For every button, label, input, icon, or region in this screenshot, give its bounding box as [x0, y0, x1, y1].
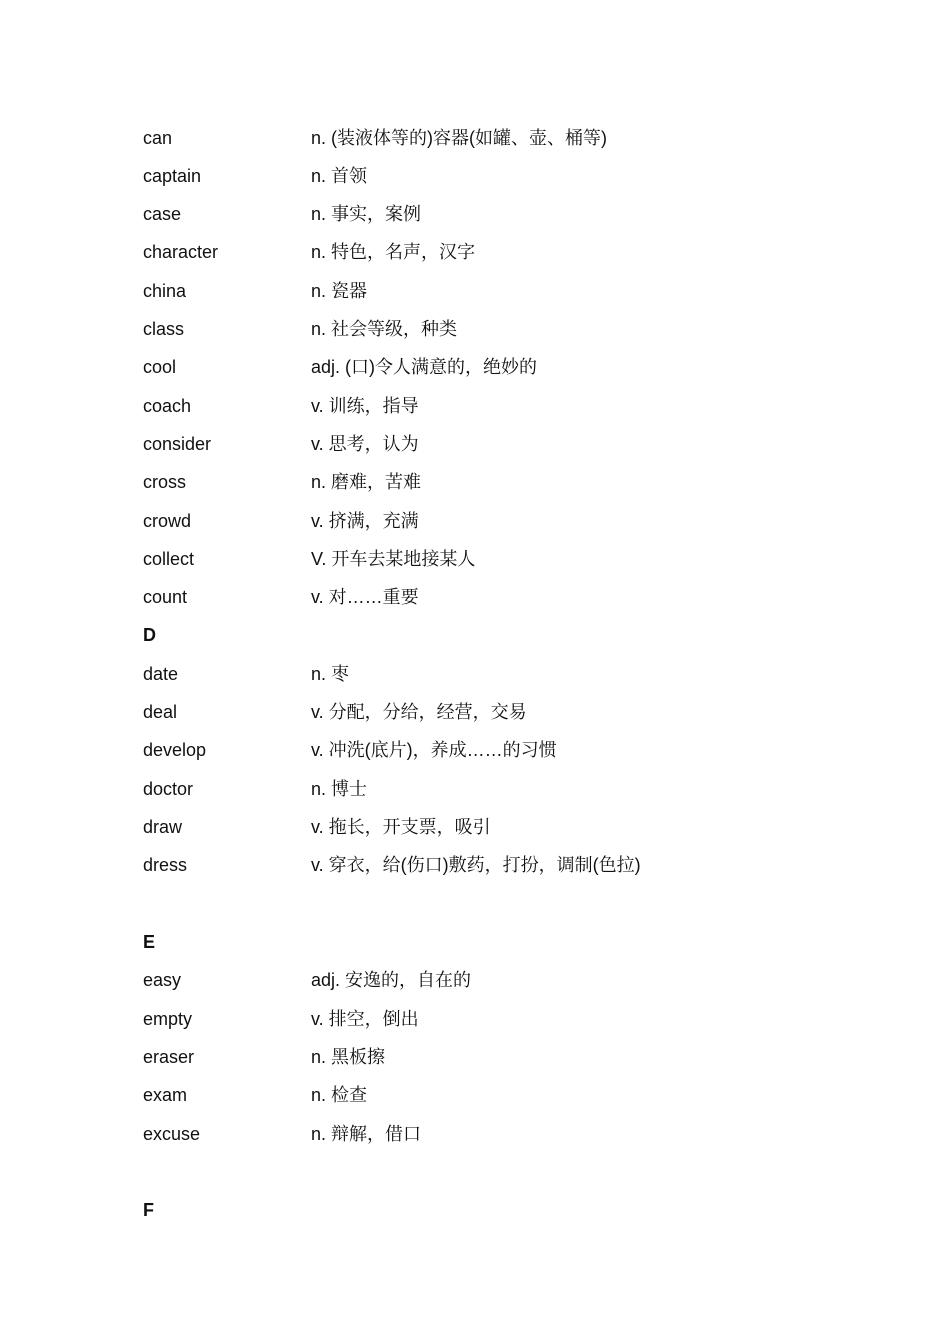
- entry-definition: n. 磨难，苦难: [311, 472, 422, 492]
- entry-word: can: [143, 128, 173, 148]
- entry-definition: v. 冲洗(底片)，养成……的习惯: [311, 740, 557, 760]
- entry-word: deal: [143, 702, 178, 722]
- entry-definition: n. 瓷器: [311, 281, 368, 301]
- entry-definition: n. 首领: [311, 166, 368, 186]
- entry-word: crowd: [143, 511, 192, 531]
- entry-word: count: [143, 587, 188, 607]
- entry-word: excuse: [143, 1124, 201, 1144]
- entry-definition: n. 黑板擦: [311, 1047, 386, 1067]
- entry-definition: n. 特色，名声，汉字: [311, 242, 476, 262]
- entry-word: case: [143, 204, 182, 224]
- entry-definition: v. 穿衣，给(伤口)敷药，打扮，调制(色拉): [311, 855, 641, 875]
- entry-word: draw: [143, 817, 183, 837]
- entry-definition: n. 检查: [311, 1085, 368, 1105]
- entry-word: date: [143, 664, 179, 684]
- entry-definition: n. 辩解，借口: [311, 1124, 422, 1144]
- entry-definition: v. 排空，倒出: [311, 1009, 419, 1029]
- entry-word: exam: [143, 1085, 188, 1105]
- entry-word: doctor: [143, 779, 194, 799]
- entry-definition: V. 开车去某地接某人: [311, 549, 476, 569]
- section-letter-f: F: [143, 1200, 154, 1220]
- entry-definition: n. 事实，案例: [311, 204, 422, 224]
- entry-definition: n. 枣: [311, 664, 350, 684]
- entry-word: coach: [143, 396, 192, 416]
- entry-word: class: [143, 319, 185, 339]
- section-letter-e: E: [143, 932, 156, 952]
- entry-definition: n. 博士: [311, 779, 368, 799]
- section-letter-d: D: [143, 625, 156, 645]
- entry-definition: v. 对……重要: [311, 587, 419, 607]
- entry-word: easy: [143, 970, 182, 990]
- entry-definition: v. 拖长，开支票，吸引: [311, 817, 491, 837]
- entry-definition: adj. 安逸的，自在的: [311, 970, 472, 990]
- entry-definition: v. 思考，认为: [311, 434, 419, 454]
- entry-word: empty: [143, 1009, 193, 1029]
- entry-definition: v. 分配，分给，经营，交易: [311, 702, 527, 722]
- entry-word: eraser: [143, 1047, 195, 1067]
- entry-definition: n. 社会等级，种类: [311, 319, 458, 339]
- entry-word: cross: [143, 472, 187, 492]
- entry-definition: v. 挤满，充满: [311, 511, 419, 531]
- entry-word: develop: [143, 740, 207, 760]
- entry-definition: v. 训练，指导: [311, 396, 419, 416]
- entry-definition: n. (装液体等的)容器(如罐、壶、桶等): [311, 128, 607, 148]
- entry-word: collect: [143, 549, 195, 569]
- entry-word: dress: [143, 855, 188, 875]
- entry-word: cool: [143, 357, 177, 377]
- entry-word: consider: [143, 434, 212, 454]
- entry-word: china: [143, 281, 187, 301]
- entry-definition: adj. (口)令人满意的，绝妙的: [311, 357, 538, 377]
- entry-word: character: [143, 242, 219, 262]
- entry-word: captain: [143, 166, 202, 186]
